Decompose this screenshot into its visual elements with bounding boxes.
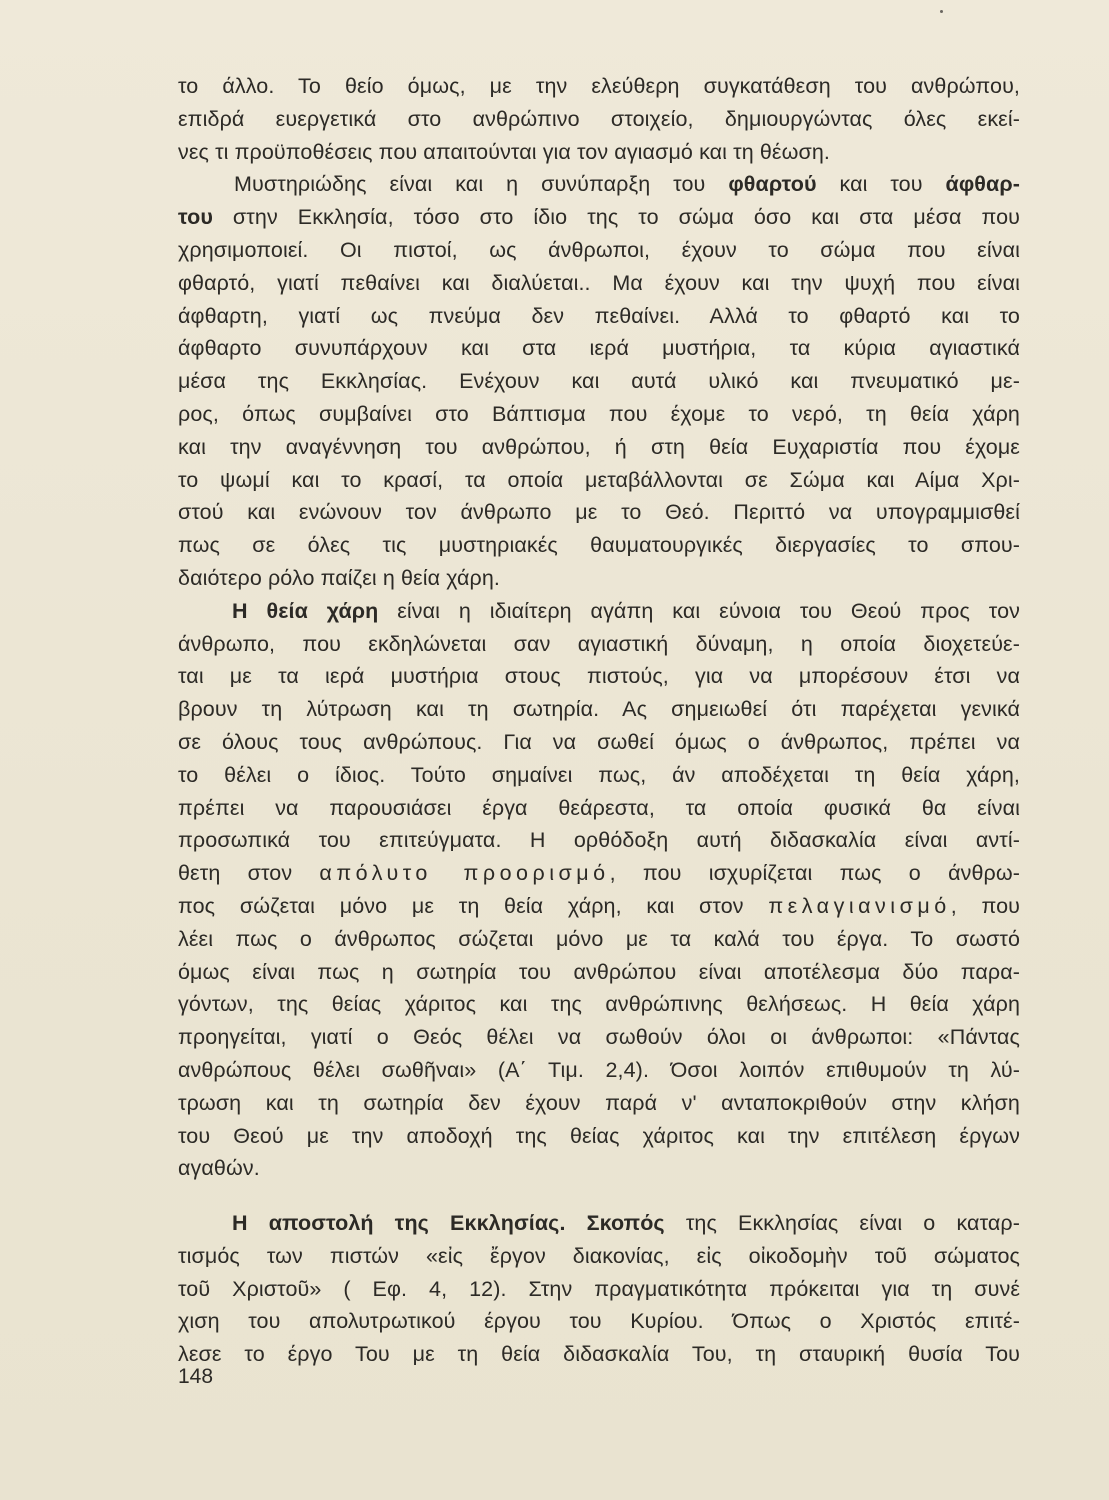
text-line bbox=[178, 168, 1020, 201]
text-line: στού και ενώνουν τον άνθρωπο με το Θεό. Περιττό να υπογραμμισθεί bbox=[178, 500, 1020, 525]
text-line: νες τι προϋποθέσεις που απαιτούνται για τον αγιασμό και τη θέωση. bbox=[178, 139, 830, 164]
scan-speck bbox=[940, 10, 943, 13]
term-corruptible: φθαρτού bbox=[728, 172, 817, 197]
text-line bbox=[178, 890, 1020, 923]
text-line: αγαθών. bbox=[178, 1156, 260, 1181]
text-line: άνθρωπο, που εκδηλώνεται σαν αγιαστική δύναμη, η οποία διοχετεύε- bbox=[178, 631, 1020, 656]
text-line bbox=[178, 201, 1020, 234]
term-predestination: απόλυτο προορισμό bbox=[319, 861, 610, 886]
text-line: τοῦ Χριστοῦ» ( Εφ. 4, 12). Στην πραγματικότητα πρόκειται για τη συνέ bbox=[178, 1276, 1020, 1301]
text-line: χιση του απολυτρωτικού έργου του Κυρίου. Όπως ο Χριστός επιτέ- bbox=[178, 1309, 1020, 1334]
text-span: είναι η ιδιαίτερη αγάπη και εύνοια του Θεού προς τον bbox=[378, 598, 1020, 623]
paragraph-divine-grace bbox=[178, 595, 1020, 1185]
text-line: γόντων, της θείας χάριτος και της ανθρώπινης θελήσεως. Η θεία χάρη bbox=[178, 992, 1020, 1017]
text-line: όμως είναι πως η σωτηρία του ανθρώπου είναι αποτέλεσμα δύο παρα- bbox=[178, 959, 1020, 984]
text-line: άφθαρτο συνυπάρχουν και στα ιερά μυστήρια, τα κύρια αγιαστικά bbox=[178, 336, 1020, 361]
text-line: φθαρτό, γιατί πεθαίνει και διαλύεται.. Μα έχουν και την ψυχή που είναι bbox=[178, 270, 1020, 295]
text-line: και την αναγέννηση του ανθρώπου, ή στη θεία Ευχαριστία που έχομε bbox=[178, 434, 1020, 459]
text-line: μέσα της Εκκλησίας. Ενέχουν και αυτά υλικό και πνευματικό με- bbox=[178, 369, 1020, 394]
paragraph-corruptible bbox=[178, 168, 1020, 594]
body-text bbox=[178, 70, 1020, 1371]
text-line: προηγείται, γιατί ο Θεός θέλει να σωθούν όλοι οι άνθρωποι: «Πάντας bbox=[178, 1025, 1020, 1050]
paragraph-continuation bbox=[178, 70, 1020, 168]
text-line: λέει πως ο άνθρωπος σώζεται μόνο με τα καλά του έργα. Το σωστό bbox=[178, 926, 1020, 951]
text-span: , που ισχυρίζεται πως ο άνθρω- bbox=[609, 861, 1020, 886]
text-line: χρησιμοποιεί. Οι πιστοί, ως άνθρωποι, έχουν το σώμα που είναι bbox=[178, 237, 1020, 262]
text-line: επιδρά ευεργετικά στο ανθρώπινο στοιχείο, δημιουργώντας όλες εκεί- bbox=[178, 106, 1020, 131]
paragraph-mission bbox=[178, 1207, 1020, 1371]
page-number: 148 bbox=[178, 1365, 214, 1388]
text-line: άφθαρτη, γιατί ως πνεύμα δεν πεθαίνει. Αλλά το φθαρτό και το bbox=[178, 303, 1020, 328]
text-line: του Θεού με την αποδοχή της θείας χάριτος και την επιτέλεση έργων bbox=[178, 1123, 1020, 1148]
text-line: τισμός των πιστών «εἰς ἔργον διακονίας, εἰς οἰκοδομὴν τοῦ σώματος bbox=[178, 1243, 1020, 1268]
text-line bbox=[178, 857, 1020, 890]
term-pelagianism: πελαγιανισμό bbox=[768, 893, 951, 918]
text-line: προσωπικά του επιτεύγματα. Η ορθόδοξη αυτή διδασκαλία είναι αντί- bbox=[178, 828, 1020, 853]
heading-mission: Η αποστολή της Εκκλησίας. bbox=[232, 1211, 566, 1236]
text-span: Μυστηριώδης είναι και η συνύπαρξη του bbox=[234, 172, 729, 197]
text-line: σε όλους τους ανθρώπους. Για να σωθεί όμως ο άνθρωπος, πρέπει να bbox=[178, 729, 1020, 754]
text-span: στην Εκκλησία, τόσο στο ίδιο της το σώμα όσο και στα μέσα που bbox=[212, 205, 1020, 230]
text-line: το θέλει ο ίδιος. Τούτο σημαίνει πως, άν αποδέχεται τη θεία χάρη, bbox=[178, 762, 1020, 787]
text-line: το άλλο. Το θείο όμως, με την ελεύθερη συγκατάθεση του ανθρώπου, bbox=[178, 74, 1020, 98]
text-span: και του bbox=[816, 172, 946, 197]
term-incorruptible: άφθαρ- bbox=[945, 172, 1021, 197]
text-line: πως σε όλες τις μυστηριακές θαυματουργικές διεργασίες το σπου- bbox=[178, 533, 1020, 558]
text-line: λεσε το έργο Του με τη θεία διδασκαλία Του, τη σταυρική θυσία Του bbox=[178, 1342, 1020, 1367]
term-purpose: Σκοπός bbox=[565, 1211, 665, 1236]
paragraph-gap bbox=[178, 1185, 1020, 1207]
term-incorruptible-end: του bbox=[178, 205, 213, 230]
term-divine-grace: Η θεία χάρη bbox=[232, 598, 379, 623]
text-line: ται με τα ιερά μυστήρια στους πιστούς, για να μπορέσουν έτσι να bbox=[178, 664, 1020, 689]
text-line bbox=[178, 1207, 1020, 1240]
text-span: , που bbox=[950, 893, 1020, 918]
text-line: βρουν τη λύτρωση και τη σωτηρία. Ας σημειωθεί ότι παρέχεται γενικά bbox=[178, 697, 1020, 722]
text-line: ανθρώπους θέλει σωθῆναι» (Α΄ Τιμ. 2,4). Όσοι λοιπόν επιθυμούν τη λύ- bbox=[178, 1057, 1020, 1082]
text-span: πος σώζεται μόνο με τη θεία χάρη, και στον bbox=[178, 893, 769, 918]
text-line: το ψωμί και το κρασί, τα οποία μεταβάλλονται σε Σώμα και Αίμα Χρι- bbox=[178, 467, 1020, 492]
text-line bbox=[178, 595, 1020, 628]
text-line: πρέπει να παρουσιάσει έργα θεάρεστα, τα οποία φυσικά θα είναι bbox=[178, 795, 1020, 820]
text-line: ρος, όπως συμβαίνει στο Βάπτισμα που έχομε το νερό, τη θεία χάρη bbox=[178, 401, 1020, 426]
text-line: τρωση και τη σωτηρία δεν έχουν παρά ν' ανταποκριθούν στην κλήση bbox=[178, 1090, 1020, 1115]
text-span: της Εκκλησίας είναι ο καταρ- bbox=[664, 1211, 1020, 1236]
text-line: δαιότερο ρόλο παίζει η θεία χάρη. bbox=[178, 565, 500, 590]
text-span: θετη στον bbox=[178, 861, 320, 886]
